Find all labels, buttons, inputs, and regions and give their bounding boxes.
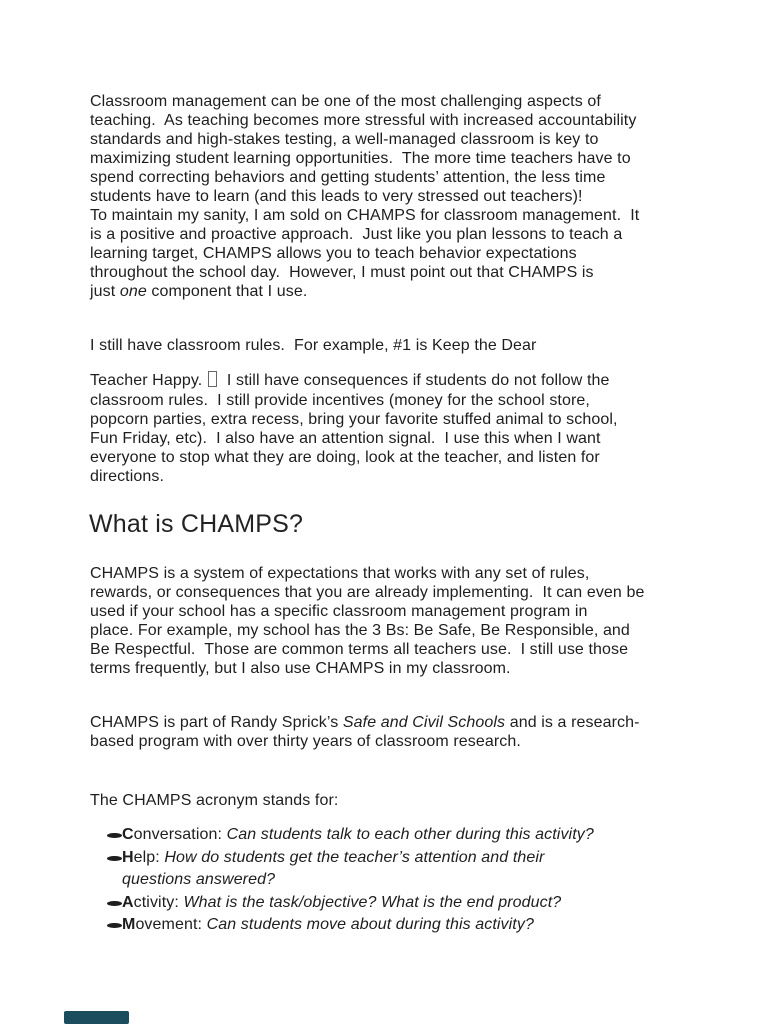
- text-run: teaching. As teaching becomes more stressful with increased accountability: [90, 112, 637, 129]
- intro-paragraph: [90, 92, 710, 301]
- text-run: Classroom management can be one of the most challenging aspects of: [90, 93, 601, 110]
- text-run: everyone to stop what they are doing, look at the teacher, and listen for: [90, 449, 600, 466]
- italic-text-run: one: [119, 283, 147, 300]
- text-run: maximizing student learning opportunities. The more time teachers have to: [90, 150, 631, 167]
- text-line: [90, 225, 710, 244]
- text-line: [90, 206, 710, 225]
- champs-system-paragraph: [90, 564, 710, 678]
- text-line: [122, 869, 710, 892]
- text-run: ovement:: [135, 916, 207, 933]
- bullet-text: [122, 847, 710, 892]
- text-run: rewards, or consequences that you are already implementing. It can even be: [90, 584, 645, 601]
- text-run: CHAMPS is part of Randy Sprick’s: [90, 714, 343, 731]
- bullet-text: [122, 914, 710, 937]
- text-run: component that I use.: [146, 283, 308, 300]
- text-line: [90, 336, 710, 355]
- text-line: [90, 282, 710, 301]
- text-line: [122, 847, 710, 870]
- text-line: [90, 640, 710, 659]
- text-line: [90, 149, 710, 168]
- text-line: [90, 244, 710, 263]
- italic-text-run: How do students get the teacher’s attention and their: [164, 848, 545, 866]
- bold-text-run: H: [122, 848, 134, 866]
- text-line: [90, 410, 710, 429]
- text-run: popcorn parties, extra recess, bring your favorite stuffed animal to school,: [90, 411, 618, 428]
- acronym-bullet-list: [90, 824, 710, 937]
- bullet-item: [90, 824, 710, 847]
- page-footer-bar: [64, 1011, 129, 1024]
- bullet-item: [90, 892, 710, 915]
- bullet-dot-icon: [107, 833, 122, 838]
- text-run: CHAMPS is a system of expectations that works with any set of rules,: [90, 565, 590, 582]
- text-run: is a positive and proactive approach. Just like you plan lessons to teach a: [90, 226, 623, 243]
- text-run: The CHAMPS acronym stands for:: [90, 792, 339, 809]
- text-run: ctivity:: [133, 893, 184, 911]
- text-line: [90, 187, 710, 206]
- rules-paragraph: [90, 336, 710, 486]
- text-line: [90, 659, 710, 678]
- text-run: Teacher Happy.: [90, 372, 207, 389]
- text-line: [90, 92, 710, 111]
- text-line: [122, 914, 710, 937]
- text-line: [90, 263, 710, 282]
- text-run: I still have classroom rules. For example, #1 is Keep the Dear: [90, 337, 537, 354]
- text-line: [90, 564, 710, 583]
- text-line: [122, 892, 710, 915]
- bullet-dot-icon: [107, 901, 122, 906]
- bold-text-run: A: [122, 893, 134, 911]
- text-run: classroom rules. I still provide incentives (money for the school store,: [90, 392, 590, 409]
- bold-text-run: M: [122, 916, 136, 933]
- text-run: spend correcting behaviors and getting students’ attention, the less time: [90, 169, 606, 186]
- champs-sprick-paragraph: [90, 713, 710, 751]
- text-run: students have to learn (and this leads to very stressed out teachers)!: [90, 188, 583, 205]
- text-run: throughout the school day. However, I must point out that CHAMPS is: [90, 264, 594, 281]
- text-run: used if your school has a specific classroom management program in: [90, 603, 588, 620]
- text-line: [90, 583, 710, 602]
- bullet-text: [122, 824, 710, 847]
- text-line: [90, 371, 710, 390]
- italic-text-run: Can students talk to each other during this activity?: [226, 826, 594, 843]
- text-line: [90, 391, 710, 410]
- text-run: based program with over thirty years of classroom research.: [90, 733, 521, 750]
- text-line: [122, 824, 710, 847]
- text-run: and is a research-: [505, 714, 640, 731]
- text-line: [90, 791, 710, 810]
- text-run: I still have consequences if students do not follow the: [217, 372, 610, 389]
- bullet-dot-icon: [107, 923, 122, 928]
- text-run: standards and high-stakes testing, a well-managed classroom is key to: [90, 131, 599, 148]
- text-run: Be Respectful. Those are common terms all teachers use. I still use those: [90, 641, 629, 658]
- bullet-item: [90, 914, 710, 937]
- italic-text-run: Safe and Civil Schools: [342, 714, 506, 731]
- text-run: Fun Friday, etc). I also have an attention signal. I use this when I want: [90, 430, 601, 447]
- text-line: [90, 448, 710, 467]
- section-heading: What is CHAMPS?: [89, 510, 304, 538]
- text-run: terms frequently, but I also use CHAMPS in my classroom.: [90, 660, 511, 677]
- italic-text-run: Can students move about during this activity?: [206, 916, 534, 933]
- text-run: To maintain my sanity, I am sold on CHAMPS for classroom management. It: [90, 207, 640, 224]
- text-run: onversation:: [133, 826, 227, 843]
- bullet-item: [90, 847, 710, 892]
- bullet-dot-icon: [107, 856, 122, 861]
- missing-character-box: [208, 371, 217, 387]
- bullet-text: [122, 892, 710, 915]
- text-line: [90, 168, 710, 187]
- text-line: [90, 732, 710, 751]
- acronym-intro-line: [90, 791, 710, 810]
- text-line: [90, 467, 710, 486]
- italic-text-run: questions answered?: [122, 871, 276, 888]
- text-run: just: [90, 283, 120, 300]
- text-run: learning target, CHAMPS allows you to teach behavior expectations: [90, 245, 577, 262]
- text-line: [90, 602, 710, 621]
- text-line: [90, 713, 710, 732]
- text-line: [90, 621, 710, 640]
- bold-text-run: C: [122, 826, 134, 843]
- text-run: directions.: [90, 468, 165, 485]
- text-run: place. For example, my school has the 3 Bs: Be Safe, Be Responsible, and: [90, 622, 630, 639]
- text-run: elp:: [133, 848, 165, 866]
- text-line: [90, 429, 710, 448]
- italic-text-run: What is the task/objective? What is the end product?: [183, 893, 562, 911]
- text-line: [90, 111, 710, 130]
- text-line: [90, 130, 710, 149]
